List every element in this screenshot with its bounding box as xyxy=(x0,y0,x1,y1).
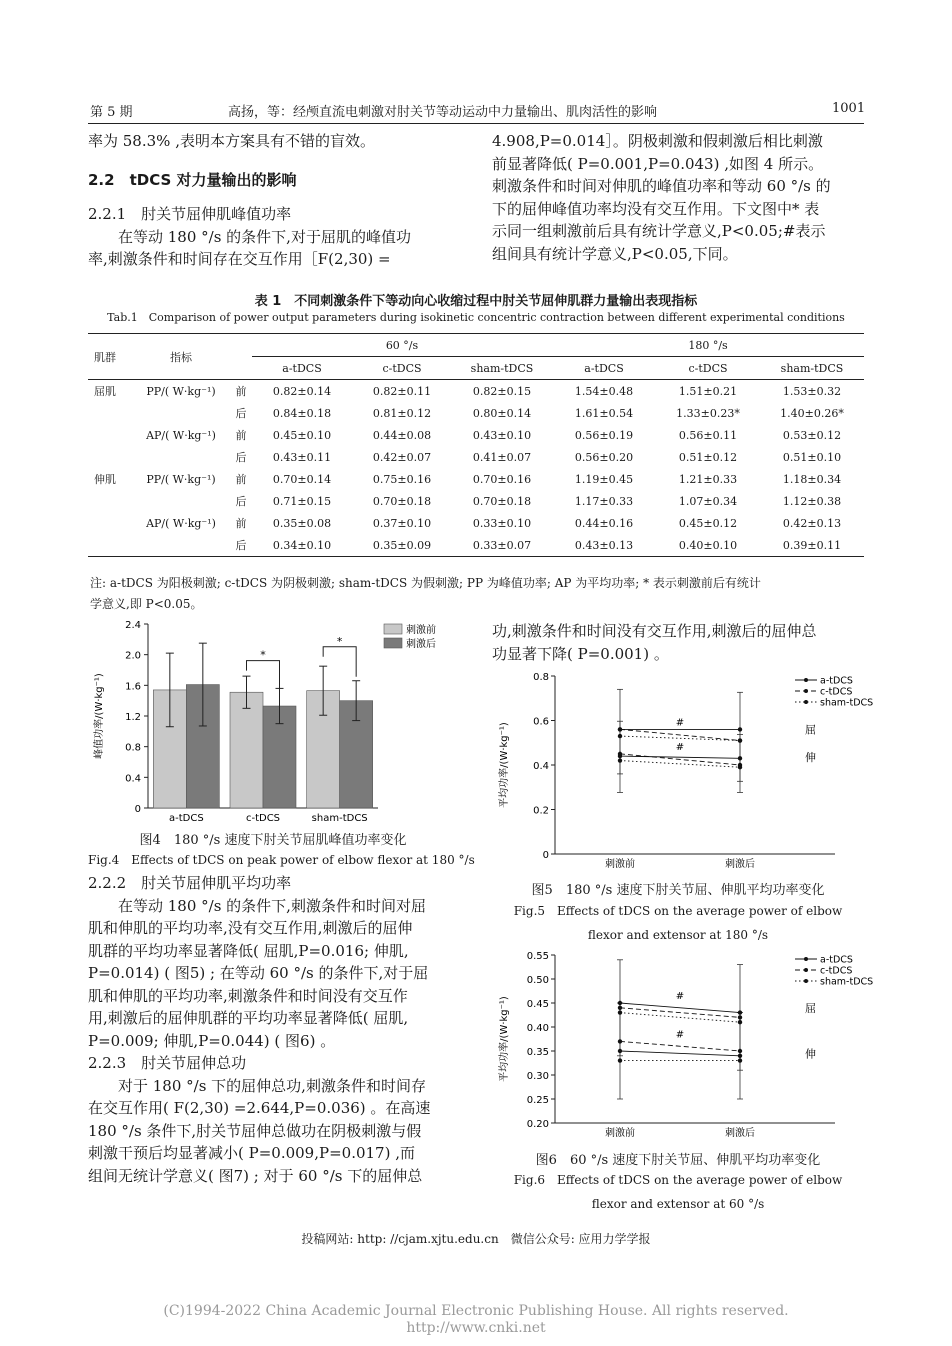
cell-value: 1.33±0.23* xyxy=(676,406,740,420)
header-index: 指标 xyxy=(170,350,192,364)
cell-value: 0.70±0.16 xyxy=(472,472,532,486)
cell-time: 前 xyxy=(235,517,247,530)
cell-value: 0.33±0.10 xyxy=(472,516,532,530)
text-line: 4.908,P=0.014］。阴极刺激和假刺激后相比刺激 xyxy=(492,132,823,150)
text-line: P=0.009; 伸肌,P=0.044) ( 图6) 。 xyxy=(88,1031,336,1050)
cell-value: 0.84±0.18 xyxy=(272,406,332,420)
legend-marker xyxy=(804,968,808,972)
cell-index xyxy=(132,446,230,468)
data-point xyxy=(618,734,622,738)
header-muscle: 肌群 xyxy=(94,350,116,364)
cell-value: 0.39±0.11 xyxy=(782,538,842,552)
x-tick-label: sham-tDCS xyxy=(311,813,368,824)
header-cond: sham-tDCS xyxy=(780,361,844,375)
data-point xyxy=(738,1015,742,1019)
legend-label: a-tDCS xyxy=(820,954,853,966)
legend-label: sham-tDCS xyxy=(820,976,874,988)
text-line: 前显著降低( P=0.001,P=0.043) ,如图 4 所示。 xyxy=(492,154,824,173)
cell-index xyxy=(132,490,230,512)
y-tick-label: 0.55 xyxy=(526,951,549,962)
group-label: 屈 xyxy=(805,1001,816,1015)
section-heading: 2.2 tDCS 对力量输出的影响 xyxy=(88,170,297,189)
left-column-top xyxy=(88,130,458,271)
cell-value: 0.51±0.10 xyxy=(782,450,842,464)
data-point xyxy=(738,1049,742,1053)
data-point xyxy=(738,1020,742,1024)
data-point xyxy=(618,1049,622,1053)
data-point xyxy=(618,1010,622,1014)
table-grid xyxy=(88,334,864,556)
text-line: 在等动 180 °/s 的条件下,对于屈肌的峰值功 xyxy=(118,227,411,246)
fig6-caption-en-2: flexor and extensor at 60 °/s xyxy=(591,1197,765,1211)
x-tick-label: a-tDCS xyxy=(168,813,204,824)
cell-value: 0.51±0.12 xyxy=(678,450,738,464)
series-line xyxy=(620,729,740,740)
cell-time: 后 xyxy=(235,451,247,464)
cell-muscle xyxy=(88,402,132,424)
cell-muscle xyxy=(88,512,132,534)
legend-marker xyxy=(804,678,808,682)
legend-swatch xyxy=(384,624,402,634)
cell-muscle: 伸肌 xyxy=(94,473,116,486)
table-title-cn: 表 1 不同刺激条件下等动向心收缩过程中肘关节屈伸肌群力量输出表现指标 xyxy=(254,294,698,309)
y-tick-label: 1.2 xyxy=(125,712,141,723)
text-line: 组间具有统计学意义,P<0.05,下同。 xyxy=(492,244,738,263)
figure-6-line-chart xyxy=(495,945,874,1145)
cell-index: PP/( W·kg⁻¹) xyxy=(146,472,216,486)
cell-value: 0.35±0.08 xyxy=(272,516,332,530)
cell-value: 0.41±0.07 xyxy=(472,450,532,464)
y-tick-label: 0.4 xyxy=(533,761,549,772)
cell-index xyxy=(132,402,230,424)
fig5-caption-en-1: Fig.5 Effects of tDCS on the average power of elbow xyxy=(513,904,843,918)
legend-label: c-tDCS xyxy=(820,965,853,977)
header-cond: sham-tDCS xyxy=(470,361,534,375)
cell-muscle xyxy=(88,490,132,512)
table-note-2: 学意义,即 P<0.05。 xyxy=(90,597,203,611)
y-axis-label: 峰值功率/(W·kg⁻¹) xyxy=(94,673,105,759)
cell-value: 0.37±0.10 xyxy=(372,516,432,530)
x-tick-label: 刺激前 xyxy=(605,859,635,870)
fig5-caption-en-2: flexor and extensor at 180 °/s xyxy=(587,928,769,942)
cell-index: AP/( W·kg⁻¹) xyxy=(146,516,216,530)
text-line: 刺激条件和时间对伸肌的峰值功率和等动 60 °/s 的 xyxy=(492,177,831,195)
cell-muscle: 屈肌 xyxy=(94,385,116,398)
footer-copyright: (C)1994-2022 China Academic Journal Electronic Publishing House. All rights reserved. http://www.cnki.net xyxy=(163,1303,808,1336)
y-tick-label: 0.35 xyxy=(526,1047,549,1058)
data-point xyxy=(618,752,622,756)
fig6-caption-cn: 图6 60 °/s 速度下肘关节屈、伸肌平均功率变化 xyxy=(535,1153,821,1168)
page-number: 1001 xyxy=(832,101,866,116)
table-row xyxy=(88,468,864,490)
text-line: 用,刺激后的屈伸肌群的平均功率显著降低( 屈肌, xyxy=(88,1009,409,1027)
group-label: 屈 xyxy=(805,723,816,737)
y-tick-label: 0.40 xyxy=(526,1023,549,1034)
cell-value: 0.75±0.16 xyxy=(372,472,432,486)
figure-5-line-chart xyxy=(495,668,874,876)
fig6-caption-en-1: Fig.6 Effects of tDCS on the average power of elbow xyxy=(513,1173,843,1187)
series-line xyxy=(620,1003,740,1013)
cell-time: 后 xyxy=(235,539,247,552)
table-row xyxy=(88,424,864,446)
cell-value: 1.18±0.34 xyxy=(782,472,842,486)
cell-value: 0.44±0.08 xyxy=(372,428,432,442)
text-line: 下的屈伸峰值功率均没有交互作用。下文图中* 表 xyxy=(492,199,820,218)
cell-value: 0.42±0.07 xyxy=(372,450,432,464)
right-column-top xyxy=(492,130,864,265)
left-column-bottom xyxy=(88,872,460,1187)
y-tick-label: 0.20 xyxy=(526,1119,549,1130)
cell-value: 1.53±0.32 xyxy=(782,384,842,398)
cell-value: 1.61±0.54 xyxy=(574,406,634,420)
data-point xyxy=(618,1039,622,1043)
bar xyxy=(230,692,263,808)
cell-value: 0.80±0.14 xyxy=(472,406,532,420)
y-axis-label: 平均功率/(W·kg⁻¹) xyxy=(499,996,510,1082)
x-tick-label: 刺激后 xyxy=(725,859,755,870)
data-point xyxy=(738,1010,742,1014)
issue-number: 第 5 期 xyxy=(90,105,133,120)
table-1 xyxy=(88,333,864,557)
cell-value: 1.54±0.48 xyxy=(574,384,634,398)
cell-value: 0.33±0.07 xyxy=(472,538,532,552)
cell-value: 0.34±0.10 xyxy=(272,538,332,552)
significance-mark: # xyxy=(675,1029,685,1041)
text-line: 180 °/s 条件下,肘关节屈伸总做功在阴极刺激与假 xyxy=(88,1121,422,1140)
cell-value: 1.51±0.21 xyxy=(678,384,738,398)
cell-time: 前 xyxy=(235,473,247,486)
text-line: 在交互作用( F(2,30) =2.644,P=0.036) 。在高速 xyxy=(88,1099,431,1117)
y-tick-label: 0.45 xyxy=(526,999,549,1010)
text-line: 率为 58.3% ,表明本方案具有不错的盲效。 xyxy=(88,132,375,150)
y-tick-label: 0.30 xyxy=(526,1071,549,1082)
x-tick-label: c-tDCS xyxy=(245,813,281,824)
series-line xyxy=(620,736,740,740)
legend-label: c-tDCS xyxy=(820,686,853,698)
y-tick-label: 1.6 xyxy=(125,681,141,693)
header-cond: a-tDCS xyxy=(282,361,322,375)
cell-muscle xyxy=(88,424,132,446)
fig5-caption-cn: 图5 180 °/s 速度下肘关节屈、伸肌平均功率变化 xyxy=(531,883,825,898)
series-line xyxy=(620,761,740,768)
fig4-caption-cn: 图4 180 °/s 速度下肘关节屈肌峰值功率变化 xyxy=(139,833,407,848)
data-point xyxy=(618,1058,622,1062)
right-column-mid xyxy=(492,620,864,665)
header-speed-60: 60 °/s xyxy=(252,334,552,357)
subsection-heading: 2.2.1 肘关节屈伸肌峰值功率 xyxy=(88,205,292,223)
cell-index: PP/( W·kg⁻¹) xyxy=(146,384,216,398)
cell-value: 0.45±0.10 xyxy=(272,428,332,442)
data-point xyxy=(738,727,742,731)
y-tick-label: 0.25 xyxy=(526,1095,549,1106)
cell-index: AP/( W·kg⁻¹) xyxy=(146,428,216,442)
table-row xyxy=(88,446,864,468)
cell-value: 0.56±0.20 xyxy=(574,450,634,464)
cell-value: 0.43±0.13 xyxy=(574,538,634,552)
cell-time: 前 xyxy=(235,429,247,442)
cell-value: 1.40±0.26* xyxy=(780,406,844,420)
text-line: 功,刺激条件和时间没有交互作用,刺激后的屈伸总 xyxy=(492,622,817,640)
header-rule xyxy=(88,123,864,124)
fig4-caption-en: Fig.4 Effects of tDCS on peak power of elbow flexor at 180 °/s xyxy=(88,853,475,867)
legend-marker xyxy=(804,979,808,983)
cell-value: 0.43±0.11 xyxy=(272,450,332,464)
cell-value: 1.07±0.34 xyxy=(678,494,738,508)
y-tick-label: 0.4 xyxy=(125,773,141,785)
cell-value: 0.45±0.12 xyxy=(678,516,738,530)
figure-4-bar-chart xyxy=(88,614,458,828)
subsection-heading: 2.2.2 肘关节屈伸肌平均功率 xyxy=(88,874,292,892)
text-line: 刺激干预后均显著减小( P=0.009,P=0.017) ,而 xyxy=(88,1144,415,1162)
cell-value: 0.40±0.10 xyxy=(678,538,738,552)
cell-value: 0.82±0.11 xyxy=(372,384,432,398)
cell-value: 0.35±0.09 xyxy=(372,538,432,552)
significance-mark: # xyxy=(675,717,685,729)
series-line xyxy=(620,754,740,765)
data-point xyxy=(738,1058,742,1062)
text-line: 功显著下降( P=0.001) 。 xyxy=(492,644,669,663)
cell-value: 0.44±0.16 xyxy=(574,516,634,530)
significance-mark: # xyxy=(675,991,685,1002)
cell-value: 0.53±0.12 xyxy=(782,428,842,442)
cell-value: 1.21±0.33 xyxy=(678,472,738,486)
running-title: 高扬，等：经颅直流电刺激对肘关节等动运动中力量输出、肌肉活性的影响 xyxy=(228,105,658,120)
y-tick-label: 0 xyxy=(134,804,141,815)
x-tick-label: 刺激前 xyxy=(605,1128,635,1139)
y-tick-label: 0.50 xyxy=(526,975,549,986)
text-line: 对于 180 °/s 下的屈伸总功,刺激条件和时间存 xyxy=(118,1076,426,1095)
cell-value: 0.56±0.11 xyxy=(678,428,738,442)
cell-value: 0.43±0.10 xyxy=(472,428,532,442)
x-tick-label: 刺激后 xyxy=(725,1128,755,1139)
header-cond: c-tDCS xyxy=(688,361,728,375)
legend-marker xyxy=(804,700,808,704)
cell-value: 0.42±0.13 xyxy=(782,516,842,530)
cell-value: 0.70±0.18 xyxy=(372,494,432,508)
subsection-heading: 2.2.3 肘关节屈伸总功 xyxy=(88,1054,247,1072)
significance-mark: # xyxy=(675,741,685,753)
y-tick-label: 0.6 xyxy=(533,716,549,728)
table-row xyxy=(88,512,864,534)
significance-mark: * xyxy=(260,648,266,662)
data-point xyxy=(738,1054,742,1058)
legend-marker xyxy=(804,689,808,693)
table-row xyxy=(88,402,864,424)
data-point xyxy=(618,1001,622,1005)
data-point xyxy=(738,765,742,769)
cell-time: 前 xyxy=(235,385,247,398)
legend-swatch xyxy=(384,638,402,648)
header-speed-180: 180 °/s xyxy=(552,334,864,357)
data-point xyxy=(618,758,622,762)
table-row xyxy=(88,490,864,512)
y-tick-label: 0 xyxy=(542,850,549,861)
legend-label: 刺激后 xyxy=(406,639,436,650)
significance-mark: * xyxy=(336,634,343,648)
table-title-en: Tab.1 Comparison of power output parameters during isokinetic concentric contraction between different experimental conditions xyxy=(107,311,845,324)
cell-muscle xyxy=(88,446,132,468)
table-row xyxy=(88,380,864,403)
cell-time: 后 xyxy=(235,407,247,420)
data-point xyxy=(738,738,742,742)
data-point xyxy=(738,756,742,760)
series-line xyxy=(620,1008,740,1018)
group-label: 伸 xyxy=(805,1047,816,1061)
y-tick-label: 2.0 xyxy=(125,650,141,662)
series-line xyxy=(620,756,740,758)
cell-value: 1.12±0.38 xyxy=(782,494,842,508)
cell-index xyxy=(132,534,230,556)
cell-value: 0.71±0.15 xyxy=(272,494,332,508)
data-point xyxy=(618,727,622,731)
text-line: 示同一组刺激前后具有统计学意义,P<0.05;#表示 xyxy=(492,222,826,240)
legend-label: 刺激前 xyxy=(406,625,436,636)
table-row xyxy=(88,534,864,556)
significance-bracket xyxy=(247,661,280,691)
cell-value: 0.82±0.14 xyxy=(272,384,332,398)
table-note-1: 注: a-tDCS 为阳极刺激; c-tDCS 为阴极刺激; sham-tDCS 为假刺激; PP 为峰值功率; AP 为平均功率; * 表示刺激前后有统计 xyxy=(90,576,761,590)
legend-label: sham-tDCS xyxy=(820,697,874,709)
cell-value: 0.70±0.18 xyxy=(472,494,532,508)
header-cond: c-tDCS xyxy=(382,361,422,375)
cell-value: 0.56±0.19 xyxy=(574,428,634,442)
text-line: 肌和伸肌的平均功率,没有交互作用,刺激后的屈伸 xyxy=(88,919,413,937)
legend-marker xyxy=(804,957,808,961)
series-line xyxy=(620,1041,740,1051)
text-line: 肌群的平均功率显著降低( 屈肌,P=0.016; 伸肌, xyxy=(88,941,409,960)
significance-bracket xyxy=(323,647,356,677)
cell-value: 1.17±0.33 xyxy=(574,494,634,508)
text-line: 肌和伸肌的平均功率,刺激条件和时间没有交互作 xyxy=(88,986,408,1005)
cell-muscle xyxy=(88,534,132,556)
header-cond: a-tDCS xyxy=(584,361,624,375)
y-tick-label: 0.8 xyxy=(125,742,141,754)
cell-value: 1.19±0.45 xyxy=(574,472,634,486)
legend-label: a-tDCS xyxy=(820,675,853,687)
y-axis-label: 平均功率/(W·kg⁻¹) xyxy=(499,722,510,808)
footer-site: 投稿网站: http: //cjam.xjtu.edu.cn 微信公众号: 应用力学学报 xyxy=(301,1232,651,1246)
y-tick-label: 0.2 xyxy=(533,805,549,817)
cell-value: 0.70±0.14 xyxy=(272,472,332,486)
text-line: P=0.014) ( 图5) ; 在等动 60 °/s 的条件下,对于屈 xyxy=(88,964,429,982)
y-tick-label: 2.4 xyxy=(125,620,141,631)
cell-value: 0.81±0.12 xyxy=(372,406,432,420)
text-line: 率,刺激条件和时间存在交互作用［F(2,30) = xyxy=(88,250,391,268)
data-point xyxy=(618,1006,622,1010)
cell-time: 后 xyxy=(235,495,247,508)
text-line: 组间无统计学意义( 图7) ; 对于 60 °/s 下的屈伸总 xyxy=(88,1166,423,1185)
series-line xyxy=(620,1051,740,1056)
series-line xyxy=(620,1013,740,1023)
group-label: 伸 xyxy=(805,751,816,765)
text-line: 在等动 180 °/s 的条件下,刺激条件和时间对屈 xyxy=(118,896,426,915)
cell-value: 0.82±0.15 xyxy=(472,384,532,398)
y-tick-label: 0.8 xyxy=(533,672,549,683)
